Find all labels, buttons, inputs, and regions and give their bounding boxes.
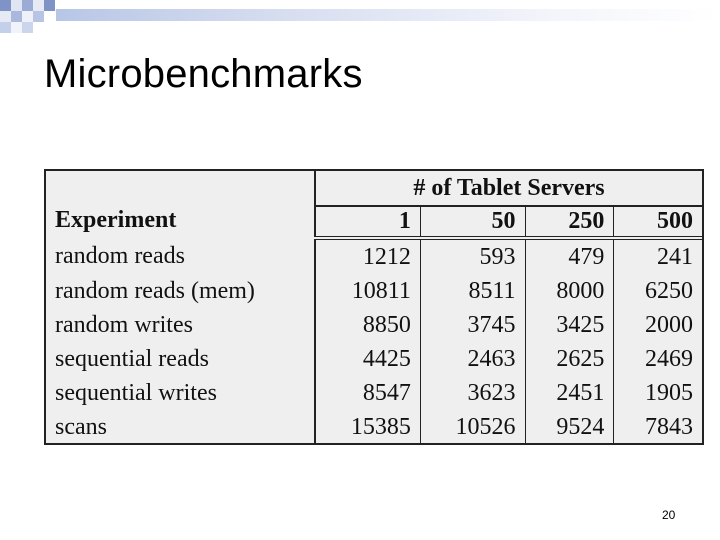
slide-header-decoration <box>0 0 720 40</box>
tablet-servers-group-header: # of Tablet Servers <box>315 171 702 206</box>
checker-square <box>33 11 44 22</box>
table-cell: 9524 <box>525 410 614 444</box>
benchmark-table <box>46 171 702 444</box>
experiment-column-header: Experiment <box>55 207 177 233</box>
header-gradient-bar <box>56 9 720 21</box>
experiment-name: scans <box>55 413 107 440</box>
table-cell: 2451 <box>525 376 614 410</box>
table-cell: 6250 <box>614 274 702 308</box>
table-row <box>46 308 702 342</box>
benchmark-table-container <box>44 169 704 445</box>
table-row <box>46 274 702 308</box>
table-cell: 7843 <box>614 410 702 444</box>
table-row <box>46 342 702 376</box>
slide-title: Microbenchmarks <box>44 52 363 96</box>
server-count-header: 50 <box>420 206 525 238</box>
table-cell: 10526 <box>420 410 525 444</box>
server-count-header: 500 <box>614 206 702 238</box>
experiment-name: random writes <box>55 311 193 338</box>
table-cell: 2463 <box>420 342 525 376</box>
table-row <box>46 410 702 444</box>
experiment-name: random reads <box>55 242 185 269</box>
table-cell: 8511 <box>420 274 525 308</box>
table-cell: 2469 <box>614 342 702 376</box>
checker-square <box>11 0 22 11</box>
page-number: 20 <box>662 508 676 522</box>
table-cell: 15385 <box>315 410 420 444</box>
server-count-header: 1 <box>315 206 420 238</box>
table-cell: 3623 <box>420 376 525 410</box>
table-cell: 8547 <box>315 376 420 410</box>
checker-square <box>0 0 11 11</box>
checker-square <box>22 0 33 11</box>
checker-square <box>11 22 22 33</box>
table-cell: 479 <box>525 238 614 274</box>
checker-square <box>22 11 33 22</box>
table-cell: 241 <box>614 238 702 274</box>
checker-square <box>22 22 33 33</box>
checker-square <box>44 0 55 11</box>
table-cell: 8850 <box>315 308 420 342</box>
table-cell: 3425 <box>525 308 614 342</box>
table-row <box>46 376 702 410</box>
table-cell: 2625 <box>525 342 614 376</box>
table-cell: 593 <box>420 238 525 274</box>
experiment-name: sequential reads <box>55 345 209 372</box>
checker-square <box>0 11 11 22</box>
checker-square <box>11 11 22 22</box>
experiment-name: sequential writes <box>55 379 217 406</box>
table-row <box>46 238 702 274</box>
table-cell: 2000 <box>614 308 702 342</box>
checker-square <box>0 22 11 33</box>
experiment-name: random reads (mem) <box>55 277 255 304</box>
table-cell: 3745 <box>420 308 525 342</box>
table-cell: 1212 <box>315 238 420 274</box>
table-cell: 4425 <box>315 342 420 376</box>
table-cell: 10811 <box>315 274 420 308</box>
table-cell: 1905 <box>614 376 702 410</box>
checker-square <box>33 0 44 11</box>
server-count-header: 250 <box>525 206 614 238</box>
table-cell: 8000 <box>525 274 614 308</box>
